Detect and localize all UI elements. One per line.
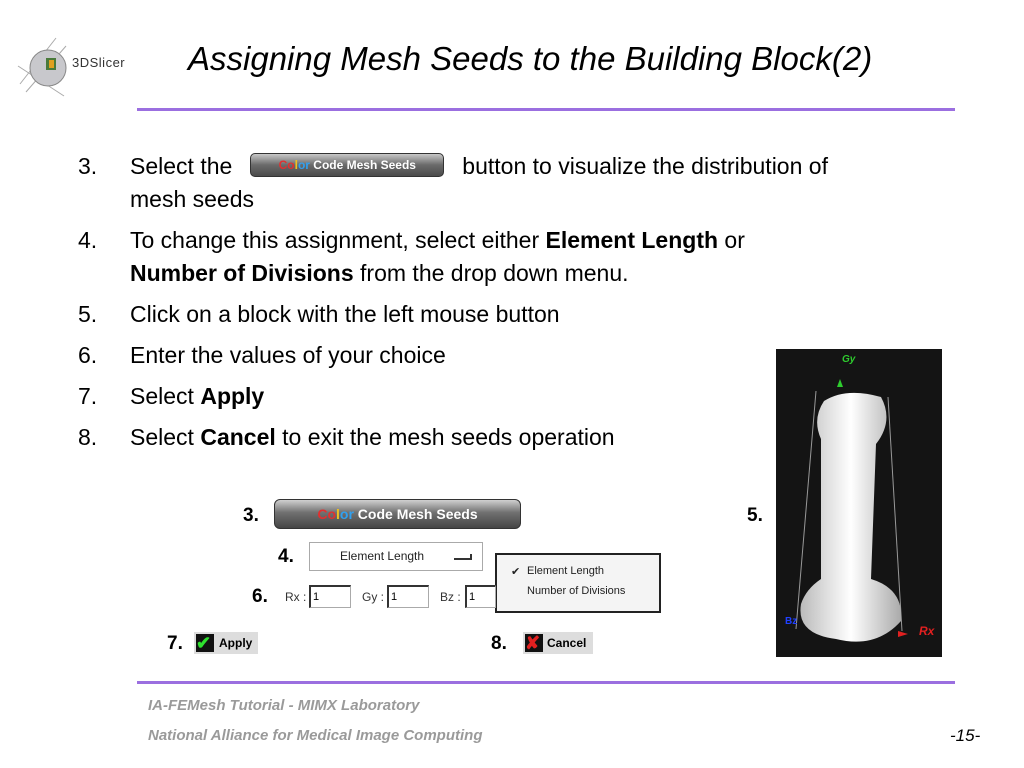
cancel-button[interactable]: ✘ Cancel bbox=[523, 632, 593, 654]
menu-item-element-length[interactable]: Element Length bbox=[527, 565, 605, 577]
step-6: 6. Enter the values of your choice bbox=[78, 342, 446, 368]
3d-viewer[interactable] bbox=[776, 349, 942, 657]
bz-axis-label: Bz bbox=[785, 616, 798, 627]
apply-button[interactable]: ✔ Apply bbox=[194, 632, 258, 654]
figure-label-6: 6. bbox=[252, 586, 268, 607]
seed-type-dropdown[interactable]: Element Length bbox=[309, 542, 483, 571]
bone-model-icon bbox=[776, 349, 942, 657]
footer-rule bbox=[137, 681, 955, 684]
slide-title: Assigning Mesh Seeds to the Building Block(2) bbox=[188, 40, 873, 77]
figure-label-4: 4. bbox=[278, 546, 294, 567]
footer-line-2: National Alliance for Medical Image Computing bbox=[148, 727, 483, 744]
figure-label-5: 5. bbox=[747, 505, 763, 526]
figure-label-3: 3. bbox=[243, 505, 259, 526]
rx-axis-label: Rx bbox=[919, 624, 935, 638]
checkmark-icon: ✔ bbox=[196, 634, 214, 652]
figure-label-8: 8. bbox=[491, 633, 507, 654]
step-4: 4. To change this assignment, select either Element Length or Number of Divisions from the drop down menu. bbox=[78, 227, 745, 286]
figure-label-7: 7. bbox=[167, 633, 183, 654]
dropdown-indicator-icon bbox=[454, 554, 472, 560]
footer-line-1: IA-FEMesh Tutorial - MIMX Laboratory bbox=[148, 697, 420, 714]
step-3: 3. Select the Color Code Mesh Seeds button to visualize the distribution of mesh seeds bbox=[78, 153, 828, 212]
page-number: -15- bbox=[950, 726, 981, 745]
bz-input[interactable]: 1 bbox=[465, 585, 496, 608]
step-8: 8. Select Cancel to exit the mesh seeds operation bbox=[78, 424, 615, 450]
seed-type-menu bbox=[495, 553, 661, 613]
gy-axis-label: Gy bbox=[842, 354, 856, 365]
menu-item-number-of-divisions[interactable]: Number of Divisions bbox=[527, 585, 626, 597]
rx-input[interactable]: 1 bbox=[309, 585, 351, 608]
header-rule bbox=[137, 108, 955, 111]
step-7: 7. Select Apply bbox=[78, 383, 265, 409]
x-icon: ✘ bbox=[525, 634, 543, 652]
color-code-mesh-seeds-button[interactable]: Color Code Mesh Seeds bbox=[274, 499, 521, 529]
logo-text: 3DSlicer bbox=[72, 55, 126, 70]
gy-label: Gy : bbox=[362, 590, 385, 604]
gy-input[interactable]: 1 bbox=[387, 585, 429, 608]
check-icon: ✔ bbox=[511, 566, 521, 578]
step-5: 5. Click on a block with the left mouse button bbox=[78, 301, 560, 327]
rx-label: Rx : bbox=[285, 590, 307, 604]
color-code-mesh-seeds-inline: Color Code Mesh Seeds bbox=[250, 153, 444, 177]
slicer-logo-icon bbox=[16, 36, 76, 100]
bz-label: Bz : bbox=[440, 590, 461, 604]
